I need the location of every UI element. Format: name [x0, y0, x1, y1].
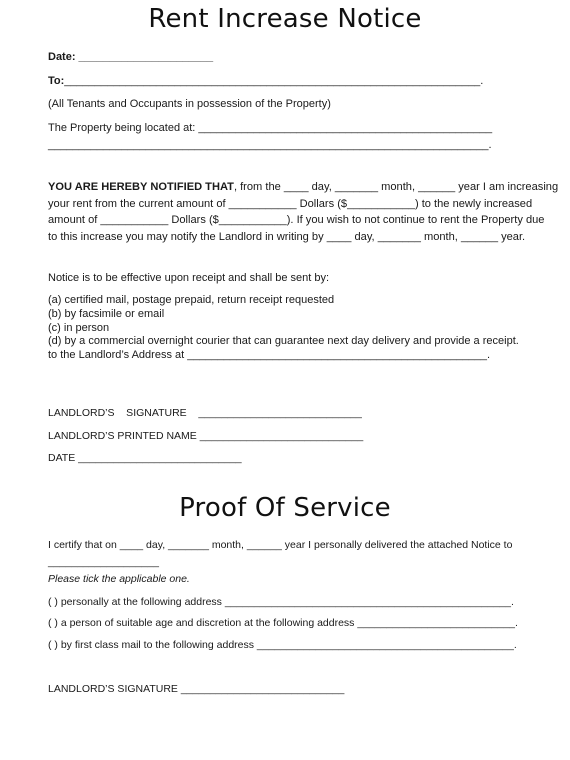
certify-line-continued: ___________________ — [48, 556, 159, 568]
proof-title: Proof Of Service — [179, 493, 391, 523]
notified-rest-text: , from the ____ day, _______ month, ______ year I am increasing — [233, 181, 559, 193]
notice-title: Rent Increase Notice — [148, 4, 422, 34]
notified-bold-text: YOU ARE HEREBY NOTIFIED THAT — [48, 181, 234, 193]
notification-line-3: amount of ___________ Dollars ($___________). If you wish to not continue to rent the Property due — [48, 214, 545, 226]
tenants-line: (All Tenants and Occupants in possession of the Property) — [48, 98, 331, 110]
landlord-printed-name-line: LANDLORD’S PRINTED NAME ____________________________ — [48, 430, 364, 442]
notification-paragraph — [48, 179, 559, 245]
option-first-class-mail: ( ) by first class mail to the following address ____________________________________________. — [48, 639, 517, 651]
method-item: (c) in person — [48, 321, 110, 334]
to-label: To: — [48, 75, 65, 87]
landlord-signature-line: LANDLORD’S SIGNATURE ____________________________ — [48, 407, 362, 419]
to-blank: ____________________________________________________________________. — [64, 75, 484, 87]
notification-line-4: to this increase you may notify the Landlord in writing by ____ day, _______ month, ______ year. — [48, 230, 526, 243]
notification-line-2: your rent from the current amount of ___________ Dollars ($___________) to the newly increased — [48, 197, 533, 210]
tick-note: Please tick the applicable one. — [48, 573, 190, 585]
landlord-address-line: to the Landlord’s Address at _________________________________________________. — [48, 349, 491, 362]
date-field-line: Date: ______________________ — [48, 51, 214, 63]
certify-line: I certify that on ____ day, _______ month, ______ year I personally delivered the attached Notice to — [48, 539, 513, 551]
notification-line-1 — [48, 179, 559, 196]
proof-landlord-signature-line: LANDLORD’S SIGNATURE ____________________________ — [48, 683, 345, 695]
property-line-continued: ________________________________________________________________________. — [48, 139, 492, 151]
method-item: (d) by a commercial overnight courier that can guarantee next day delivery and provide a receipt. — [48, 335, 519, 348]
effective-line: Notice is to be effective upon receipt and shall be sent by: — [48, 272, 330, 284]
to-field-line — [48, 74, 483, 88]
option-suitable-person: ( ) a person of suitable age and discretion at the following address ___________________________. — [48, 617, 518, 629]
method-item: (a) certified mail, postage prepaid, return receipt requested — [48, 294, 335, 306]
method-item: (b) by facsimile or email — [48, 307, 165, 320]
property-line: The Property being located at: ________________________________________________ — [48, 122, 493, 134]
date-bottom-line: DATE ____________________________ — [48, 452, 242, 464]
option-personal: ( ) personally at the following address _________________________________________________. — [48, 596, 514, 608]
delivery-methods-list — [48, 294, 538, 363]
